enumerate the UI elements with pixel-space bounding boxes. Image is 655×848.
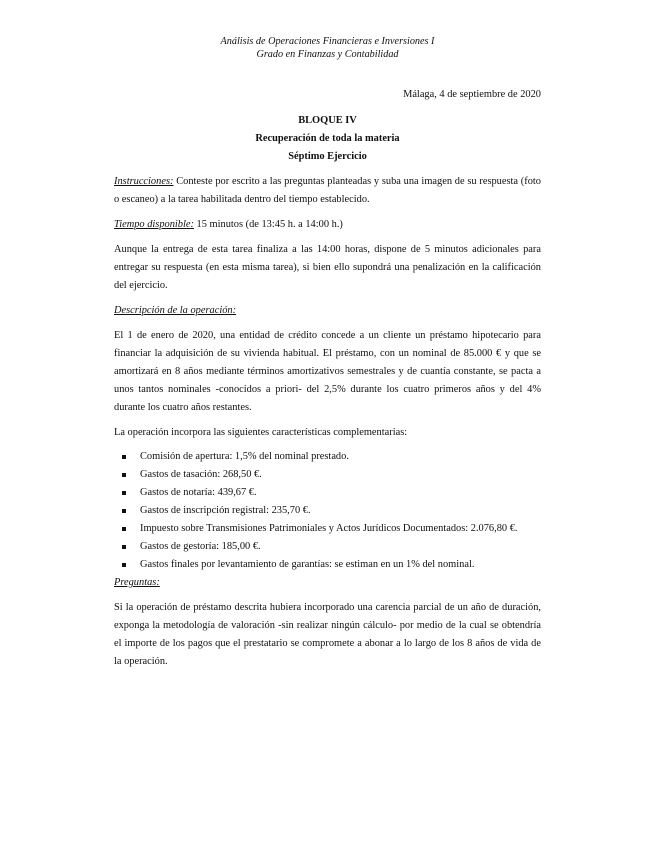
bullet-icon <box>122 491 126 495</box>
description-text: El 1 de enero de 2020, una entidad de crédito concede a un cliente un préstamo hipotecario para financiar la adquisición de su vivienda habitual. El préstamo, con un nominal de 85.000 € y que se amortizará en 8 años mediante términos amortizativos semestrales y de cuantía constante, se pacta a unos tantos nominales -conocidos a priori- del 2,5% durante los cuatro primeros años y del 4% durante los cuatro años restantes. <box>114 330 541 413</box>
list-item <box>114 556 541 574</box>
feature-text: Gastos finales por levantamiento de garantías: se estiman en un 1% del nominal. <box>140 559 475 570</box>
bullet-icon <box>122 473 126 477</box>
time-text: 15 minutos (de 13:45 h. a 14:00 h.) <box>193 219 343 230</box>
feature-text: Gastos de notaría: 439,67 €. <box>140 487 257 498</box>
list-item <box>114 520 541 538</box>
block-heading <box>114 112 541 166</box>
features-intro: La operación incorpora las siguientes características complementarias: <box>114 427 408 438</box>
instructions-text: Conteste por escrito a las preguntas planteadas y suba una imagen de su respuesta (foto o escaneo) a la tarea habilitada dentro del tiempo establecido. <box>114 176 541 205</box>
bullet-icon <box>122 563 126 567</box>
list-item <box>114 502 541 520</box>
list-item <box>114 484 541 502</box>
feature-text: Impuesto sobre Transmisiones Patrimoniales y Actos Jurídicos Documentados: 2.076,80 €. <box>140 523 518 534</box>
list-item <box>114 538 541 556</box>
bullet-icon <box>122 509 126 513</box>
questions-label: Preguntas: <box>114 577 160 588</box>
document-header <box>114 36 541 61</box>
feature-text: Gastos de tasación: 268,50 €. <box>140 469 262 480</box>
time-paragraph <box>114 216 541 234</box>
block-subtitle: Recuperación de toda la materia <box>255 133 400 144</box>
feature-text: Comisión de apertura: 1,5% del nominal prestado. <box>140 451 349 462</box>
features-list <box>114 448 541 574</box>
description-label-line <box>114 302 541 320</box>
bullet-icon <box>122 527 126 531</box>
delivery-note: Aunque la entrega de esta tarea finaliza a las 14:00 horas, dispone de 5 minutos adicionales para entregar su respuesta (en esta misma tarea), si bien ello supondrá una penalización en la calificación del ejercicio. <box>114 244 541 291</box>
list-item <box>114 466 541 484</box>
degree-title: Grado en Finanzas y Contabilidad <box>256 48 399 60</box>
instructions-label: Instrucciones: <box>114 176 174 187</box>
questions-label-line <box>114 574 541 592</box>
list-item <box>114 448 541 466</box>
time-label: Tiempo disponible: <box>114 219 194 230</box>
document-page <box>114 36 541 671</box>
exercise-title: Séptimo Ejercicio <box>288 151 367 162</box>
instructions-paragraph <box>114 173 541 209</box>
block-title: BLOQUE IV <box>298 115 357 126</box>
feature-text: Gastos de inscripción registral: 235,70 €. <box>140 505 311 516</box>
bullet-icon <box>122 545 126 549</box>
course-title: Análisis de Operaciones Financieras e Inversiones I <box>220 36 435 47</box>
bullet-icon <box>122 455 126 459</box>
description-label: Descripción de la operación: <box>114 305 237 316</box>
feature-text: Gastos de gestoría: 185,00 €. <box>140 541 261 552</box>
document-date: Málaga, 4 de septiembre de 2020 <box>403 89 541 100</box>
questions-text: Si la operación de préstamo descrita hubiera incorporado una carencia parcial de un año de duración, exponga la metodología de valoración -sin realizar ningún cálculo- por medio de la cual se obtendría el importe de los pagos que el prestatario se compromete a abonar a lo largo de los 8 años de vida de la operación. <box>114 602 541 667</box>
